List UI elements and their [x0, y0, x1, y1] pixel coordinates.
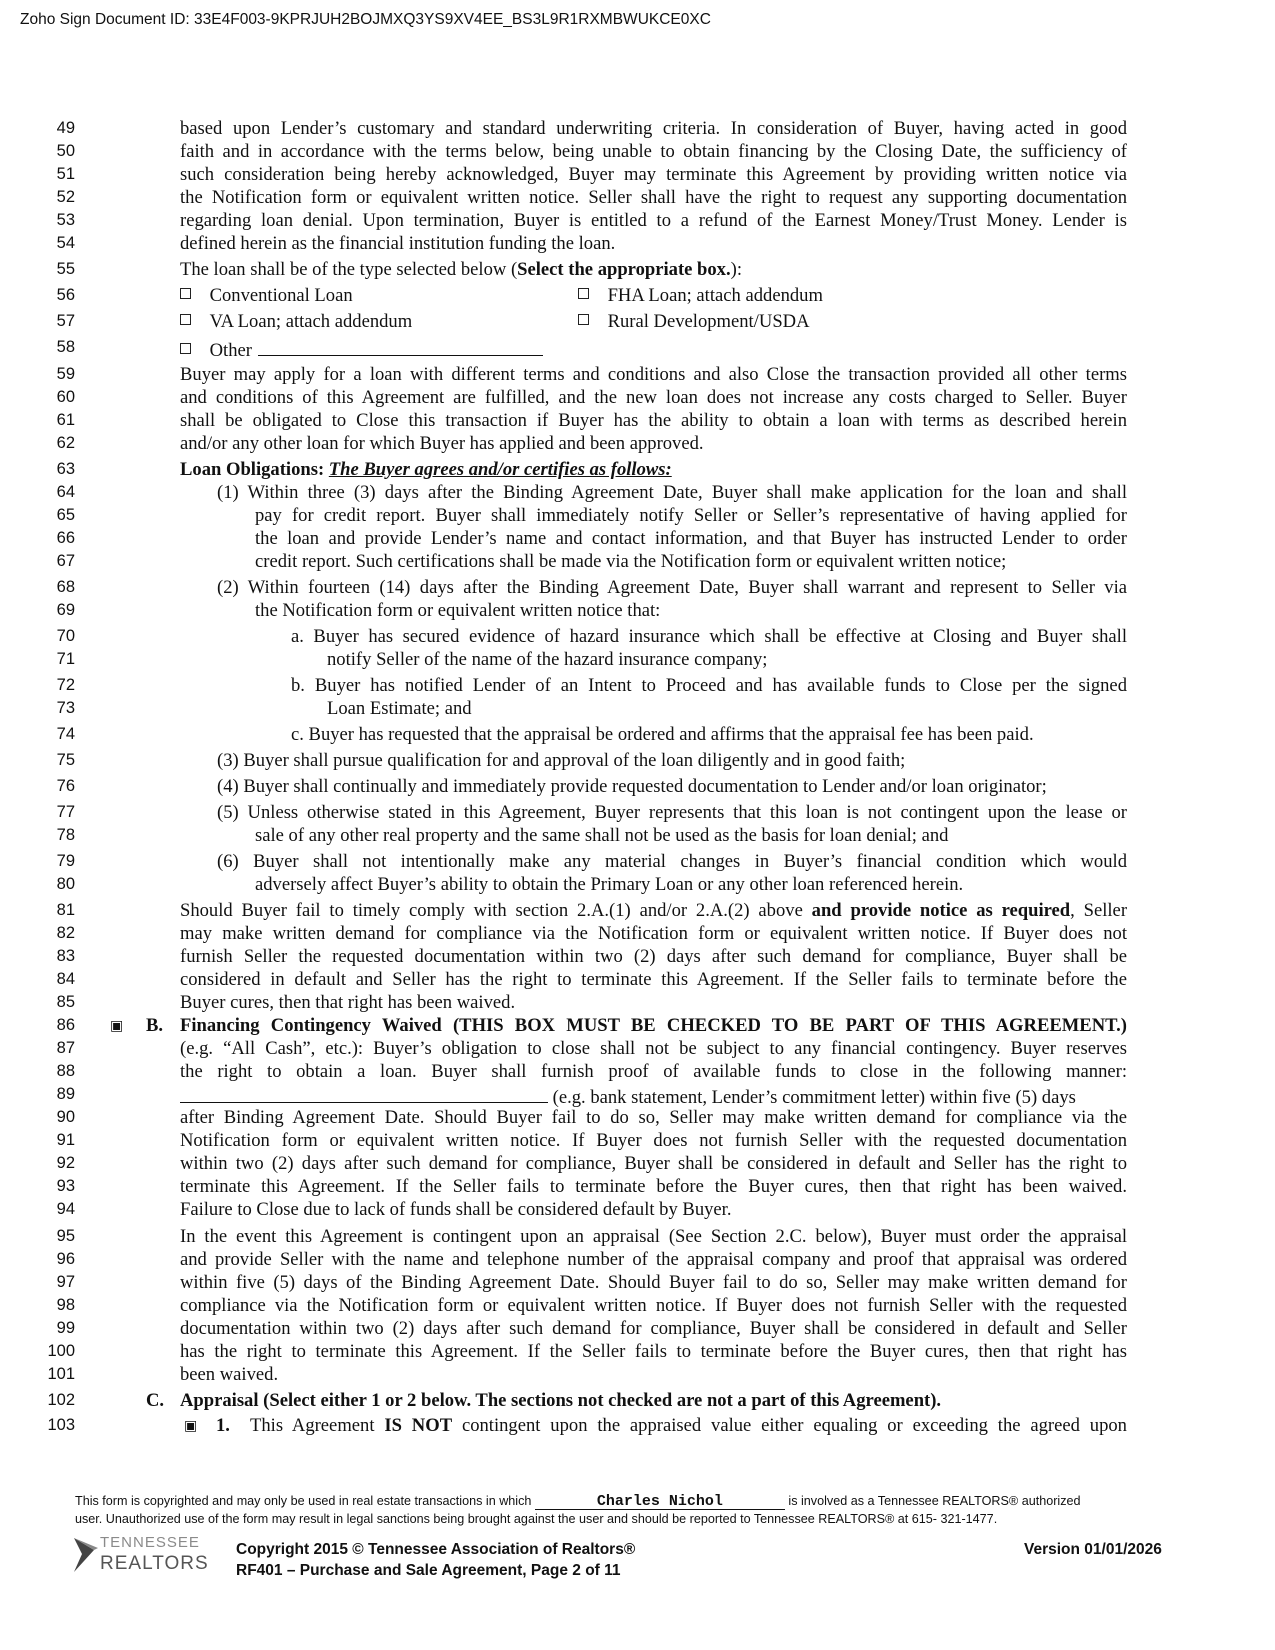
line-text-wrap [217, 577, 1127, 599]
line-text-wrap [180, 1107, 1127, 1129]
line-text-wrap [180, 1176, 1127, 1198]
line-number: 59 [56, 365, 75, 383]
section-label: C. [146, 1390, 165, 1411]
version-label: Version 01/01/2026 [1024, 1541, 1162, 1558]
notice-text: This form is copyrighted and may only be used in real estate transactions in which [75, 1494, 532, 1508]
line-text: : [317, 459, 329, 480]
line-number: 95 [56, 1227, 75, 1245]
line-text-wrap [180, 1226, 1127, 1248]
line-text: based upon Lender’s customary and standard underwriting criteria. In consideration of Buyer, having acted in good [180, 118, 1127, 139]
line-number: 76 [56, 777, 75, 795]
line-text: the loan and provide Lender’s name and contact information, and that Buyer has instructed Lender to order [255, 528, 1127, 549]
line-number: 73 [56, 699, 75, 717]
line-text: and conditions of this Agreement are fulfilled, and the new loan does not increase any costs charged to Seller. Buyer [180, 387, 1127, 408]
line-text: and provide notice as required [811, 900, 1071, 921]
line-text: Loan Estimate; and [327, 698, 472, 719]
line-text: may make written demand for compliance via the Notification form or equivalent written notice. If Buyer does not [180, 923, 1127, 944]
line-text-wrap [255, 505, 1127, 527]
line-text: the Notification form or equivalent written notice that: [255, 600, 661, 621]
line-number: 100 [47, 1342, 75, 1360]
line-text: In the event this Agreement is contingent upon an appraisal (See Section 2.C. below), Buyer must order the appraisal [180, 1226, 1127, 1247]
logo-line2: REALTORS [100, 1553, 209, 1574]
line-number: 84 [56, 970, 75, 988]
line-text-wrap [180, 259, 742, 281]
line-text: Notification form or equivalent written notice. If Buyer does not furnish Seller with the requested documentation [180, 1130, 1127, 1151]
line-text-wrap [250, 1415, 1127, 1437]
line-text: within two (2) days after such demand for compliance, Buyer shall be considered in default and Seller has the right to [180, 1153, 1127, 1174]
line-text: adversely affect Buyer’s ability to obtain the Primary Loan or any other loan referenced herein. [255, 874, 964, 895]
line-text: IS NOT [384, 1415, 453, 1436]
line-text-wrap [180, 923, 1127, 945]
line-text: compliance via the Notification form or equivalent written notice. If Buyer does not furnish Seller with the requested [180, 1295, 1127, 1316]
line-number: 67 [56, 552, 75, 570]
logo-mark-icon [72, 1532, 100, 1576]
line-text-wrap [180, 1061, 1127, 1083]
line-text: Buyer may apply for a loan with different terms and conditions and also Close the transaction provided all other terms [180, 364, 1127, 385]
line-text: Should Buyer fail to timely comply with section 2.A.(1) and/or 2.A.(2) above [180, 900, 812, 921]
line-number: 103 [47, 1416, 75, 1434]
line-text-wrap [180, 900, 1127, 922]
line-text: within five (5) days of the Binding Agreement Date. Should Buyer fail to do so, Seller may make written demand for [180, 1272, 1127, 1293]
line-number: 78 [56, 826, 75, 844]
line-number: 98 [56, 1296, 75, 1314]
line-number: 102 [47, 1391, 75, 1409]
line-number: 60 [56, 388, 75, 406]
line-text-wrap [180, 164, 1127, 186]
line-number: 88 [56, 1062, 75, 1080]
line-text: Rural Development/USDA [607, 311, 810, 332]
line-text-wrap [180, 1341, 1127, 1363]
line-number: 54 [56, 234, 75, 252]
line-text: (2) Within fourteen (14) days after the Binding Agreement Date, Buyer shall warrant and represent to Seller via [217, 577, 1127, 598]
line-number: 82 [56, 924, 75, 942]
line-text-wrap [180, 1295, 1127, 1317]
line-text: (e.g. bank statement, Lender’s commitment letter) within five (5) days [548, 1087, 1076, 1108]
line-text-wrap [180, 1015, 1127, 1037]
line-number: 87 [56, 1039, 75, 1057]
line-number: 83 [56, 947, 75, 965]
line-text-wrap [217, 802, 1127, 824]
line-text: (6) Buyer shall not intentionally make any material changes in Buyer’s financial condition which would [217, 851, 1127, 872]
line-text: Conventional Loan [209, 285, 353, 306]
line-text: Failure to Close due to lack of funds shall be considered default by Buyer. [180, 1199, 732, 1220]
tennessee-realtors-logo [72, 1532, 212, 1580]
line-text-wrap [180, 187, 1127, 209]
line-text-wrap [180, 1153, 1127, 1175]
line-text: the Notification form or equivalent written notice. Seller shall have the right to request any supporting documentation [180, 187, 1127, 208]
line-number: 70 [56, 627, 75, 645]
line-number: 63 [56, 460, 75, 478]
line-text: Financing Contingency Waived (THIS BOX MUST BE CHECKED TO BE PART OF THIS AGREEMENT.) [180, 1015, 1127, 1036]
line-text: contingent upon the appraised value either equaling or exceeding the agreed upon [452, 1415, 1127, 1436]
line-number: 58 [56, 338, 75, 356]
line-text: shall be obligated to Close this transaction if Buyer has the ability to obtain a loan with terms as described herein [180, 410, 1127, 431]
line-text-wrap [291, 675, 1127, 697]
line-text-wrap [255, 600, 660, 622]
line-text: considered in default and Seller has the right to terminate this Agreement. If the Seller fails to terminate before the [180, 969, 1127, 990]
line-text: (1) Within three (3) days after the Binding Agreement Date, Buyer shall make application for the loan and shall [217, 482, 1127, 503]
option-left[interactable] [180, 285, 353, 307]
line-text-wrap [180, 1130, 1127, 1152]
line-text: c. Buyer has requested that the appraisal be ordered and affirms that the appraisal fee has been paid. [291, 724, 1034, 745]
line-text-wrap [180, 387, 1127, 409]
line-text: VA Loan; attach addendum [209, 311, 413, 332]
line-number: 96 [56, 1250, 75, 1268]
line-number: 72 [56, 676, 75, 694]
line-text: (e.g. “All Cash”, etc.): Buyer’s obligation to close shall not be subject to any financial contingency. Buyer reserves [180, 1038, 1127, 1059]
line-text: furnish Seller the requested documentation within two (2) days after such demand for compliance, Buyer shall be [180, 946, 1127, 967]
line-number: 97 [56, 1273, 75, 1291]
line-text-wrap [180, 233, 615, 255]
line-number: 85 [56, 993, 75, 1011]
line-number: 68 [56, 578, 75, 596]
checkbox[interactable] [578, 288, 589, 299]
checkbox[interactable] [180, 288, 191, 299]
line-text-wrap [327, 698, 472, 720]
line-text: and/or any other loan for which Buyer has applied and been approved. [180, 433, 704, 454]
checkbox[interactable] [578, 314, 589, 325]
option-right[interactable] [578, 311, 810, 333]
checked-box-icon[interactable]: ▣ [184, 1419, 198, 1434]
line-text: (4) Buyer shall continually and immediately provide requested documentation to Lender and/or loan originator; [217, 776, 1047, 797]
line-text: FHA Loan; attach addendum [607, 285, 823, 306]
line-text-wrap [180, 118, 1127, 140]
line-number: 75 [56, 751, 75, 769]
line-text-wrap [180, 1390, 941, 1412]
line-text-wrap [180, 1318, 1127, 1340]
line-number: 91 [56, 1131, 75, 1149]
line-number: 71 [56, 650, 75, 668]
line-text-wrap [180, 433, 704, 455]
checked-box-icon[interactable]: ▣ [110, 1019, 124, 1034]
line-text-wrap [180, 1084, 1076, 1109]
line-number: 53 [56, 211, 75, 229]
line-text-wrap [255, 874, 963, 896]
line-text: The Buyer agrees and/or certifies as follows: [328, 459, 672, 480]
line-number: 62 [56, 434, 75, 452]
document-id: Zoho Sign Document ID: 33E4F003-9KPRJUH2BOJMXQ3YS9XV4EE_BS3L9R1RXMBWUKCE0XC [20, 11, 711, 28]
line-text-wrap [180, 969, 1127, 991]
line-text-wrap [255, 825, 948, 847]
line-number: 55 [56, 260, 75, 278]
other-loan-field[interactable] [258, 337, 543, 356]
line-text: notify Seller of the name of the hazard insurance company; [327, 649, 768, 670]
line-text: terminate this Agreement. If the Seller fails to terminate before the Buyer cures, then that right has been waived. [180, 1176, 1127, 1197]
section-label: B. [146, 1015, 164, 1036]
line-text-wrap [327, 649, 767, 671]
copyright-notice [75, 1494, 1081, 1510]
line-number: 56 [56, 286, 75, 304]
line-text: faith and in accordance with the terms below, being unable to obtain financing by the Closing Date, the sufficiency of [180, 141, 1127, 162]
line-text-wrap [180, 1038, 1127, 1060]
line-text-wrap [217, 776, 1047, 798]
checkbox[interactable] [180, 343, 191, 354]
line-text-wrap [180, 1272, 1127, 1294]
line-text-wrap [255, 528, 1127, 550]
line-number: 94 [56, 1200, 75, 1218]
line-text: , Seller [1070, 900, 1128, 921]
line-text: been waived. [180, 1364, 279, 1385]
line-text-wrap [180, 1364, 278, 1386]
line-text: regarding loan denial. Upon termination, Buyer is entitled to a refund of the Earnest Money/Trust Money. Lender is [180, 210, 1127, 231]
line-number: 80 [56, 875, 75, 893]
line-text: and provide Seller with the name and telephone number of the appraisal company and proof that appraisal was ordered [180, 1249, 1127, 1270]
line-text: has the right to terminate this Agreement. If the Seller fails to terminate before the Buyer cures, then that right has [180, 1341, 1127, 1362]
line-text: This Agreement [250, 1415, 385, 1436]
line-text: sale of any other real property and the same shall not be used as the basis for loan denial; and [255, 825, 949, 846]
line-number: 90 [56, 1108, 75, 1126]
line-text: after Binding Agreement Date. Should Buyer fail to do so, Seller may make written demand for compliance via the [180, 1107, 1127, 1128]
logo-line1: TENNESSEE [100, 1534, 200, 1551]
line-number: 81 [56, 901, 75, 919]
line-text: the right to obtain a loan. Buyer shall furnish proof of available funds to close in the following manner: [180, 1061, 1127, 1082]
line-text: a. Buyer has secured evidence of hazard insurance which shall be effective at Closing and Buyer shall [291, 626, 1127, 647]
licensee-name-field: Charles Nichol [535, 1495, 785, 1510]
line-number: 52 [56, 188, 75, 206]
line-number: 57 [56, 312, 75, 330]
form-title: RF401 – Purchase and Sale Agreement, Page 2 of 11 [236, 1562, 621, 1579]
line-text: Select the appropriate box. [517, 259, 731, 280]
line-text-wrap [180, 1249, 1127, 1271]
option-left[interactable] [180, 311, 412, 333]
line-text-wrap [180, 992, 515, 1014]
line-number: 64 [56, 483, 75, 501]
copyright-line: Copyright 2015 © Tennessee Association of Realtors® [236, 1541, 636, 1558]
option-right[interactable] [578, 285, 823, 307]
line-text-wrap [217, 851, 1127, 873]
line-text: The loan shall be of the type selected below ( [180, 259, 518, 280]
notice-text: is involved as a Tennessee REALTORS® authorized [788, 1494, 1081, 1508]
line-text-wrap [180, 946, 1127, 968]
option-other[interactable] [180, 337, 543, 362]
line-text-wrap [180, 141, 1127, 163]
line-number: 77 [56, 803, 75, 821]
line-text-wrap [217, 482, 1127, 504]
line-text-wrap [291, 724, 1034, 746]
checkbox[interactable] [180, 314, 191, 325]
line-number: 51 [56, 165, 75, 183]
line-text: (5) Unless otherwise stated in this Agreement, Buyer represents that this loan is not contingent upon the lease or [217, 802, 1127, 823]
line-text-wrap [180, 210, 1127, 232]
line-text: credit report. Such certifications shall be made via the Notification form or equivalent written notice; [255, 551, 1007, 572]
line-text: ): [730, 259, 742, 280]
line-number: 99 [56, 1319, 75, 1337]
section-label: 1. [216, 1415, 230, 1436]
line-text-wrap [180, 459, 672, 481]
line-text: defined herein as the financial institution funding the loan. [180, 233, 616, 254]
line-text-wrap [180, 364, 1127, 386]
line-number: 89 [56, 1085, 75, 1103]
line-number: 49 [56, 119, 75, 137]
line-text: (3) Buyer shall pursue qualification for and approval of the loan diligently and in good faith; [217, 750, 906, 771]
line-number: 86 [56, 1016, 75, 1034]
line-text: pay for credit report. Buyer shall immediately notify Seller or Seller’s representative of having applied for [255, 505, 1127, 526]
proof-of-funds-field[interactable] [180, 1084, 548, 1103]
line-number: 50 [56, 142, 75, 160]
line-number: 74 [56, 725, 75, 743]
line-text: Appraisal (Select either 1 or 2 below. The sections not checked are not a part of this Agreement). [180, 1390, 942, 1411]
line-text-wrap [291, 626, 1127, 648]
line-number: 65 [56, 506, 75, 524]
line-text-wrap [180, 410, 1127, 432]
line-text: documentation within two (2) days after such demand for compliance, Buyer shall be considered in default and Seller [180, 1318, 1127, 1339]
line-number: 101 [47, 1365, 75, 1383]
line-number: 79 [56, 852, 75, 870]
line-text: Other [209, 340, 252, 361]
line-text-wrap [180, 1199, 731, 1221]
line-text: Buyer cures, then that right has been waived. [180, 992, 516, 1013]
line-number: 69 [56, 601, 75, 619]
line-number: 66 [56, 529, 75, 547]
copyright-notice-cont: user. Unauthorized use of the form may result in legal sanctions being brought against the user and should be reported to Tennessee REALTORS® at 615- 321-1477. [75, 1512, 998, 1526]
line-number: 61 [56, 411, 75, 429]
line-number: 92 [56, 1154, 75, 1172]
line-number: 93 [56, 1177, 75, 1195]
line-text-wrap [217, 750, 905, 772]
line-text: Loan Obligations [180, 459, 318, 480]
line-text: b. Buyer has notified Lender of an Intent to Proceed and has available funds to Close per the signed [291, 675, 1127, 696]
line-text: such consideration being hereby acknowledged, Buyer may terminate this Agreement by providing written notice via [180, 164, 1127, 185]
line-text-wrap [255, 551, 1006, 573]
